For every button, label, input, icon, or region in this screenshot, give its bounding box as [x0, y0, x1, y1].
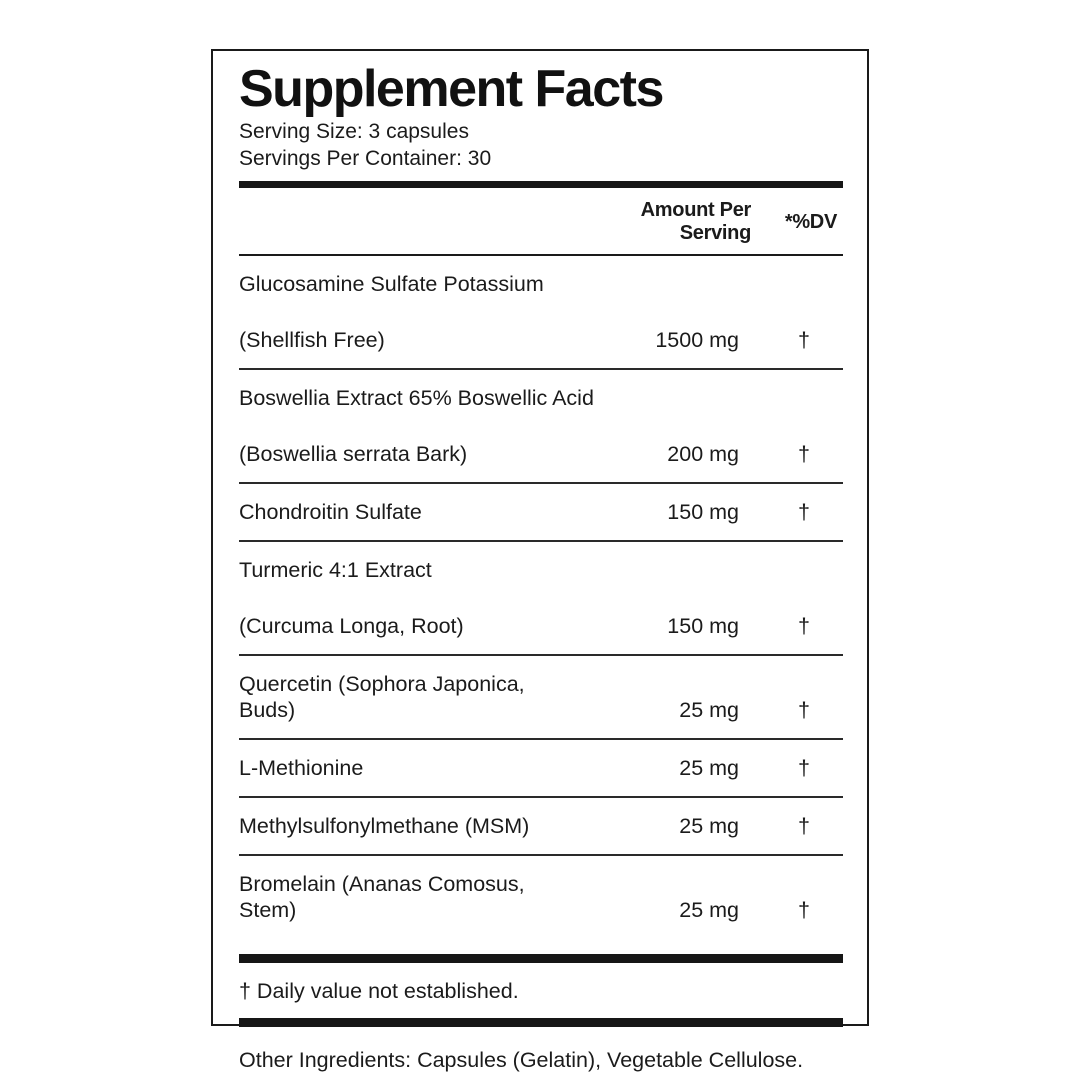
ingredient-dv-dagger: † [798, 614, 810, 638]
ingredient-name: Glucosamine Sulfate Potassium [239, 272, 544, 296]
ingredient-amount: 150 mg [667, 614, 739, 638]
amount-column-header: Amount Per Serving [640, 199, 751, 244]
ingredient-dv-dagger: † [798, 814, 810, 838]
daily-value-footnote: † Daily value not established. [239, 979, 519, 1003]
ingredient-amount: 25 mg [679, 898, 739, 922]
ingredient-row-bromelain [239, 856, 843, 938]
servings-per-container: Servings Per Container: 30 [239, 147, 492, 170]
ingredient-dv-dagger: † [798, 328, 810, 352]
ingredient-detail-line [239, 613, 843, 639]
spacer [239, 938, 843, 954]
ingredient-row-turmeric [239, 542, 843, 656]
ingredient-dv-dagger: † [798, 500, 810, 524]
ingredient-name: Boswellia Extract 65% Boswellic Acid [239, 386, 594, 410]
ingredient-amount: 1500 mg [655, 328, 739, 352]
ingredient-name: L-Methionine [239, 756, 364, 780]
other-ingredients: Other Ingredients: Capsules (Gelatin), Vegetable Cellulose. [239, 1048, 804, 1072]
dv-column-header: *%DV [784, 210, 837, 233]
ingredient-detail: (Curcuma Longa, Root) [239, 614, 464, 638]
ingredient-name: Quercetin (Sophora Japonica, Buds) [239, 672, 525, 722]
ingredient-detail-line [239, 327, 843, 353]
ingredient-name: Chondroitin Sulfate [239, 500, 422, 524]
serving-info [239, 118, 843, 172]
ingredient-name: Methylsulfonylmethane (MSM) [239, 814, 530, 838]
ingredient-amount: 150 mg [667, 500, 739, 524]
panel-title: Supplement Facts [239, 60, 663, 118]
ingredient-row-l-methionine [239, 740, 843, 798]
ingredient-name: Turmeric 4:1 Extract [239, 558, 432, 582]
ingredient-dv-dagger: † [798, 442, 810, 466]
ingredient-amount: 25 mg [679, 698, 739, 722]
ingredient-row-quercetin [239, 656, 843, 740]
ingredient-amount: 200 mg [667, 442, 739, 466]
ingredient-row-glucosamine [239, 256, 843, 370]
column-header-row [239, 188, 843, 256]
divider-thick-footnote [239, 954, 843, 963]
divider-thick-other [239, 1018, 843, 1027]
serving-size: Serving Size: 3 capsules [239, 120, 469, 143]
ingredient-amount: 25 mg [679, 756, 739, 780]
supplement-facts-panel [211, 49, 869, 1072]
divider-thick-top [239, 181, 843, 188]
ingredient-detail-line [239, 441, 843, 467]
ingredient-name: Bromelain (Ananas Comosus, Stem) [239, 872, 525, 922]
ingredient-dv-dagger: † [798, 898, 810, 922]
ingredient-detail: (Shellfish Free) [239, 328, 385, 352]
ingredient-detail: (Boswellia serrata Bark) [239, 442, 468, 466]
ingredient-row-boswellia [239, 370, 843, 484]
ingredient-row-msm [239, 798, 843, 856]
ingredient-dv-dagger: † [798, 756, 810, 780]
ingredient-dv-dagger: † [798, 698, 810, 722]
ingredient-row-chondroitin [239, 484, 843, 542]
ingredient-amount: 25 mg [679, 814, 739, 838]
